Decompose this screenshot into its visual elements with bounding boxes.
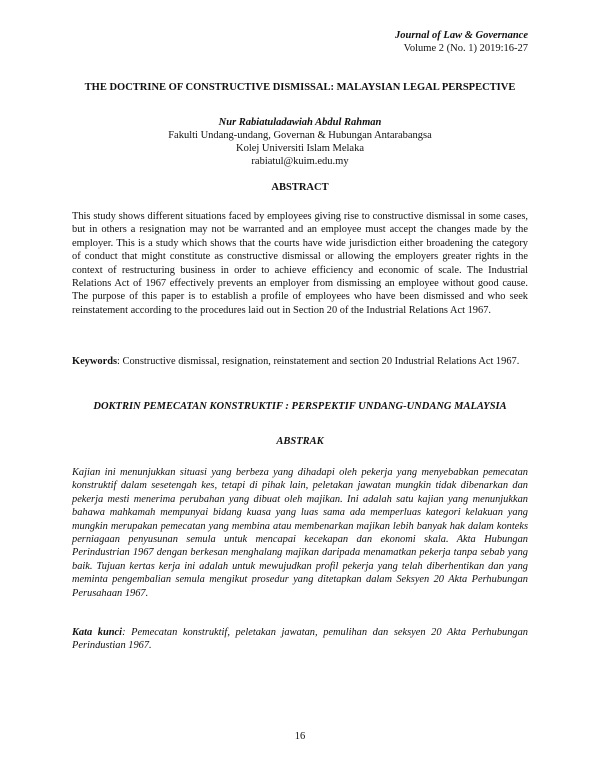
keywords-label: Keywords bbox=[72, 356, 118, 367]
page-number: 16 bbox=[294, 731, 306, 742]
author-block bbox=[72, 116, 528, 168]
journal-header bbox=[395, 29, 528, 55]
kata-kunci bbox=[72, 626, 528, 653]
author-institution: Kolej Universiti Islam Melaka bbox=[235, 143, 364, 154]
author-email: rabiatul@kuim.edu.my bbox=[251, 156, 349, 167]
abstrak-heading: ABSTRAK bbox=[276, 436, 324, 447]
abstract-text: This study shows different situations faced by employees giving rise to constructive dismissal in some cases, but in others a resignation may not be warranted and an employee must accept the changes made by the employer. This is a study which shows that the courts have wide jurisdiction either broadening the category of conduct that might constitute as constructive dismissal or allowing the employers greater rights in the context of restructuring business in order to achieve efficiency and economic of scale. The Industrial Relations Act of 1967 effectively prevents an employer from dismissing an employee without good cause. The purpose of this paper is to establish a profile of employees who have been dismissed and who seek reinstatement according to the procedures laid out in Section 20 of the Industrial Relations Act 1967. bbox=[72, 211, 528, 316]
abstrak-text: Kajian ini menunjukkan situasi yang berbeza yang dihadapi oleh pekerja yang menyebabkan pemecatan konstruktif dalam sesetengah kes, tetapi di pihak lain, peletakan jawatan mungkin tidak dibenarkan dan pekerja mesti menerima perubahan yang dibuat oleh majikan. Ini adalah satu kajian yang menunjukkan bahawa mahkamah mempunyai bidang kuasa yang luas sama ada memperluas kategori kelakuan yang mungkin merupakan pemecatan yang membina atau membenarkan majikan lebih banyak hak dalam konteks perniagaan penyusunan semula untuk mencapai kecekapan dan ekonomi skala. Akta Hubungan Perindustrian 1967 dengan berkesan menghalang majikan daripada menamatkan pekerja tanpa sebab yang baik. Tujuan kertas kerja ini adalah untuk mewujudkan profil pekerja yang telah diberhentikan dan yang meminta pengembalian semula mengikut prosedur yang ditetapkan dalam Seksyen 20 Akta Perhubungan Perusahaan 1967. bbox=[72, 467, 528, 599]
keywords bbox=[72, 355, 528, 368]
journal-volume: Volume 2 (No. 1) 2019:16-27 bbox=[403, 43, 528, 54]
author-faculty: Fakulti Undang-undang, Governan & Hubungan Antarabangsa bbox=[168, 130, 432, 141]
author-name: Nur Rabiatuladawiah Abdul Rahman bbox=[218, 117, 382, 128]
kata-kunci-text: : Pemecatan konstruktif, peletakan jawatan, pemulihan dan seksyen 20 Akta Perhubungan Perindustian 1967. bbox=[72, 627, 528, 652]
malay-title: DOKTRIN PEMECATAN KONSTRUKTIF : PERSPEKTIF UNDANG-UNDANG MALAYSIA bbox=[93, 401, 507, 412]
kata-kunci-label: Kata kunci bbox=[72, 627, 123, 638]
abstract-heading: ABSTRACT bbox=[271, 182, 329, 193]
journal-name: Journal of Law & Governance bbox=[394, 30, 528, 41]
paper-title: THE DOCTRINE OF CONSTRUCTIVE DISMISSAL: MALAYSIAN LEGAL PERSPECTIVE bbox=[84, 82, 516, 93]
keywords-text: : Constructive dismissal, resignation, reinstatement and section 20 Industrial Relations Act 1967. bbox=[117, 356, 520, 367]
